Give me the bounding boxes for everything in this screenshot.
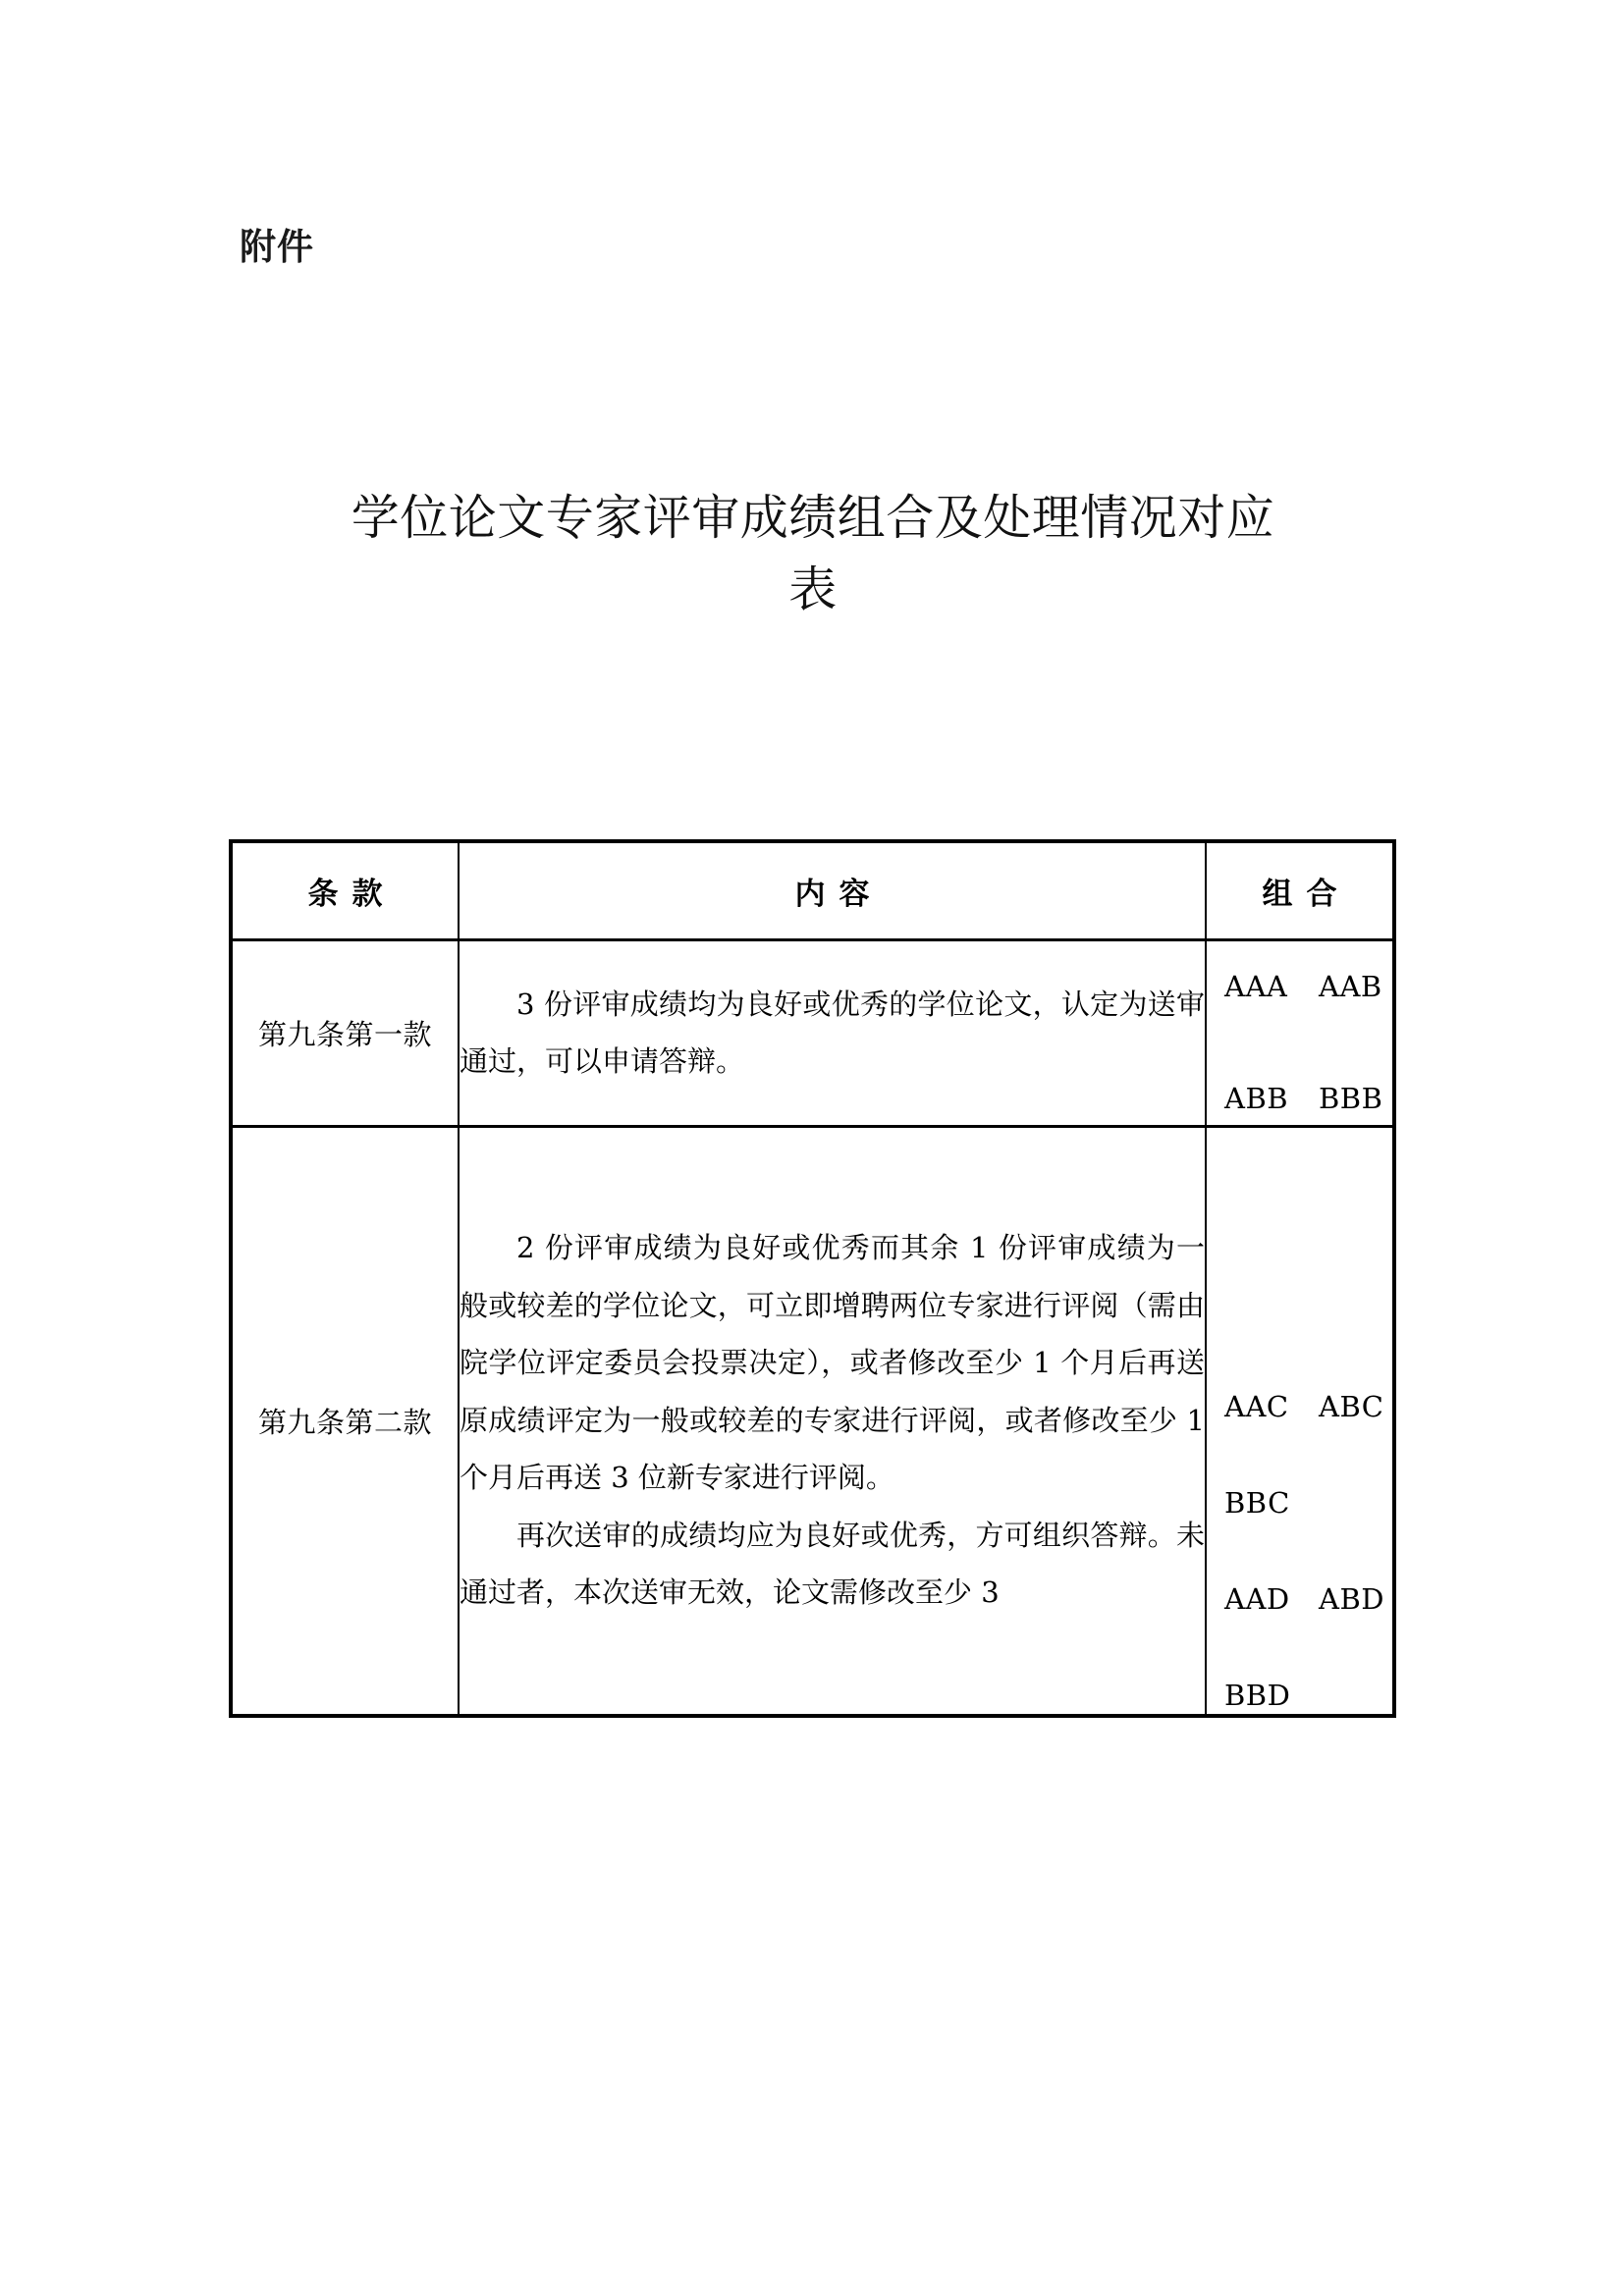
column-header-combination: 组合 bbox=[1206, 841, 1394, 940]
combination-code: AAD bbox=[1224, 1582, 1290, 1616]
combination-code: ABC bbox=[1319, 1389, 1384, 1423]
combination-list bbox=[1207, 1389, 1392, 1714]
cell-content bbox=[459, 1126, 1206, 1716]
page-title bbox=[229, 483, 1397, 625]
combination-list bbox=[1207, 969, 1392, 1117]
content-paragraph: 3 份评审成绩均为良好或优秀的学位论文，认定为送审通过，可以申请答辩。 bbox=[460, 987, 1205, 1079]
combination-line bbox=[1207, 1581, 1392, 1617]
content-paragraph: 再次送审的成绩均应为良好或优秀，方可组织答辩。未通过者，本次送审无效，论文需修改至少 3 bbox=[460, 1518, 1205, 1610]
table-row bbox=[231, 940, 1394, 1127]
combination-line bbox=[1207, 969, 1392, 1004]
cell-clause: 第九条第一款 bbox=[231, 940, 459, 1127]
combination-code: ABD bbox=[1319, 1582, 1385, 1616]
combination-line bbox=[1207, 1389, 1392, 1424]
combination-code: BBB bbox=[1319, 1082, 1383, 1116]
combination-line bbox=[1207, 1678, 1392, 1713]
combination-code: ABB bbox=[1224, 1082, 1289, 1116]
combination-line bbox=[1207, 1081, 1392, 1116]
combination-code: AAA bbox=[1224, 970, 1288, 1003]
cell-clause: 第九条第二款 bbox=[231, 1126, 459, 1716]
combination-code: BBC bbox=[1224, 1485, 1290, 1520]
cell-combination bbox=[1206, 1126, 1394, 1716]
combination-line bbox=[1207, 1485, 1392, 1521]
combination-code: BBD bbox=[1224, 1679, 1291, 1713]
grading-combination-table bbox=[229, 839, 1396, 1718]
column-header-clause: 条款 bbox=[231, 841, 459, 940]
attachment-label: 附件 bbox=[240, 226, 314, 268]
cell-content bbox=[459, 940, 1206, 1127]
cell-combination bbox=[1206, 940, 1394, 1127]
combination-code: AAC bbox=[1224, 1389, 1289, 1423]
table-row bbox=[231, 1126, 1394, 1716]
page-title-line-1: 学位论文专家评审成绩组合及处理情况对应 bbox=[351, 490, 1275, 546]
grading-combination-table-wrapper bbox=[229, 839, 1392, 1718]
table-header-row bbox=[231, 841, 1394, 940]
content-paragraph: 2 份评审成绩为良好或优秀而其余 1 份评审成绩为一般或较差的学位论文，可立即增聘两位专家进行评阅（需由院学位评定委员会投票决定），或者修改至少 1 个月后再送原成绩评定为一般或较差的专家进行评阅，或者修改至少 1 个月后再送 3 位新专家进行评阅。 bbox=[460, 1230, 1205, 1495]
combination-code: AAB bbox=[1319, 970, 1382, 1003]
page-title-line-2: 表 bbox=[788, 561, 838, 617]
column-header-content: 内容 bbox=[459, 841, 1206, 940]
